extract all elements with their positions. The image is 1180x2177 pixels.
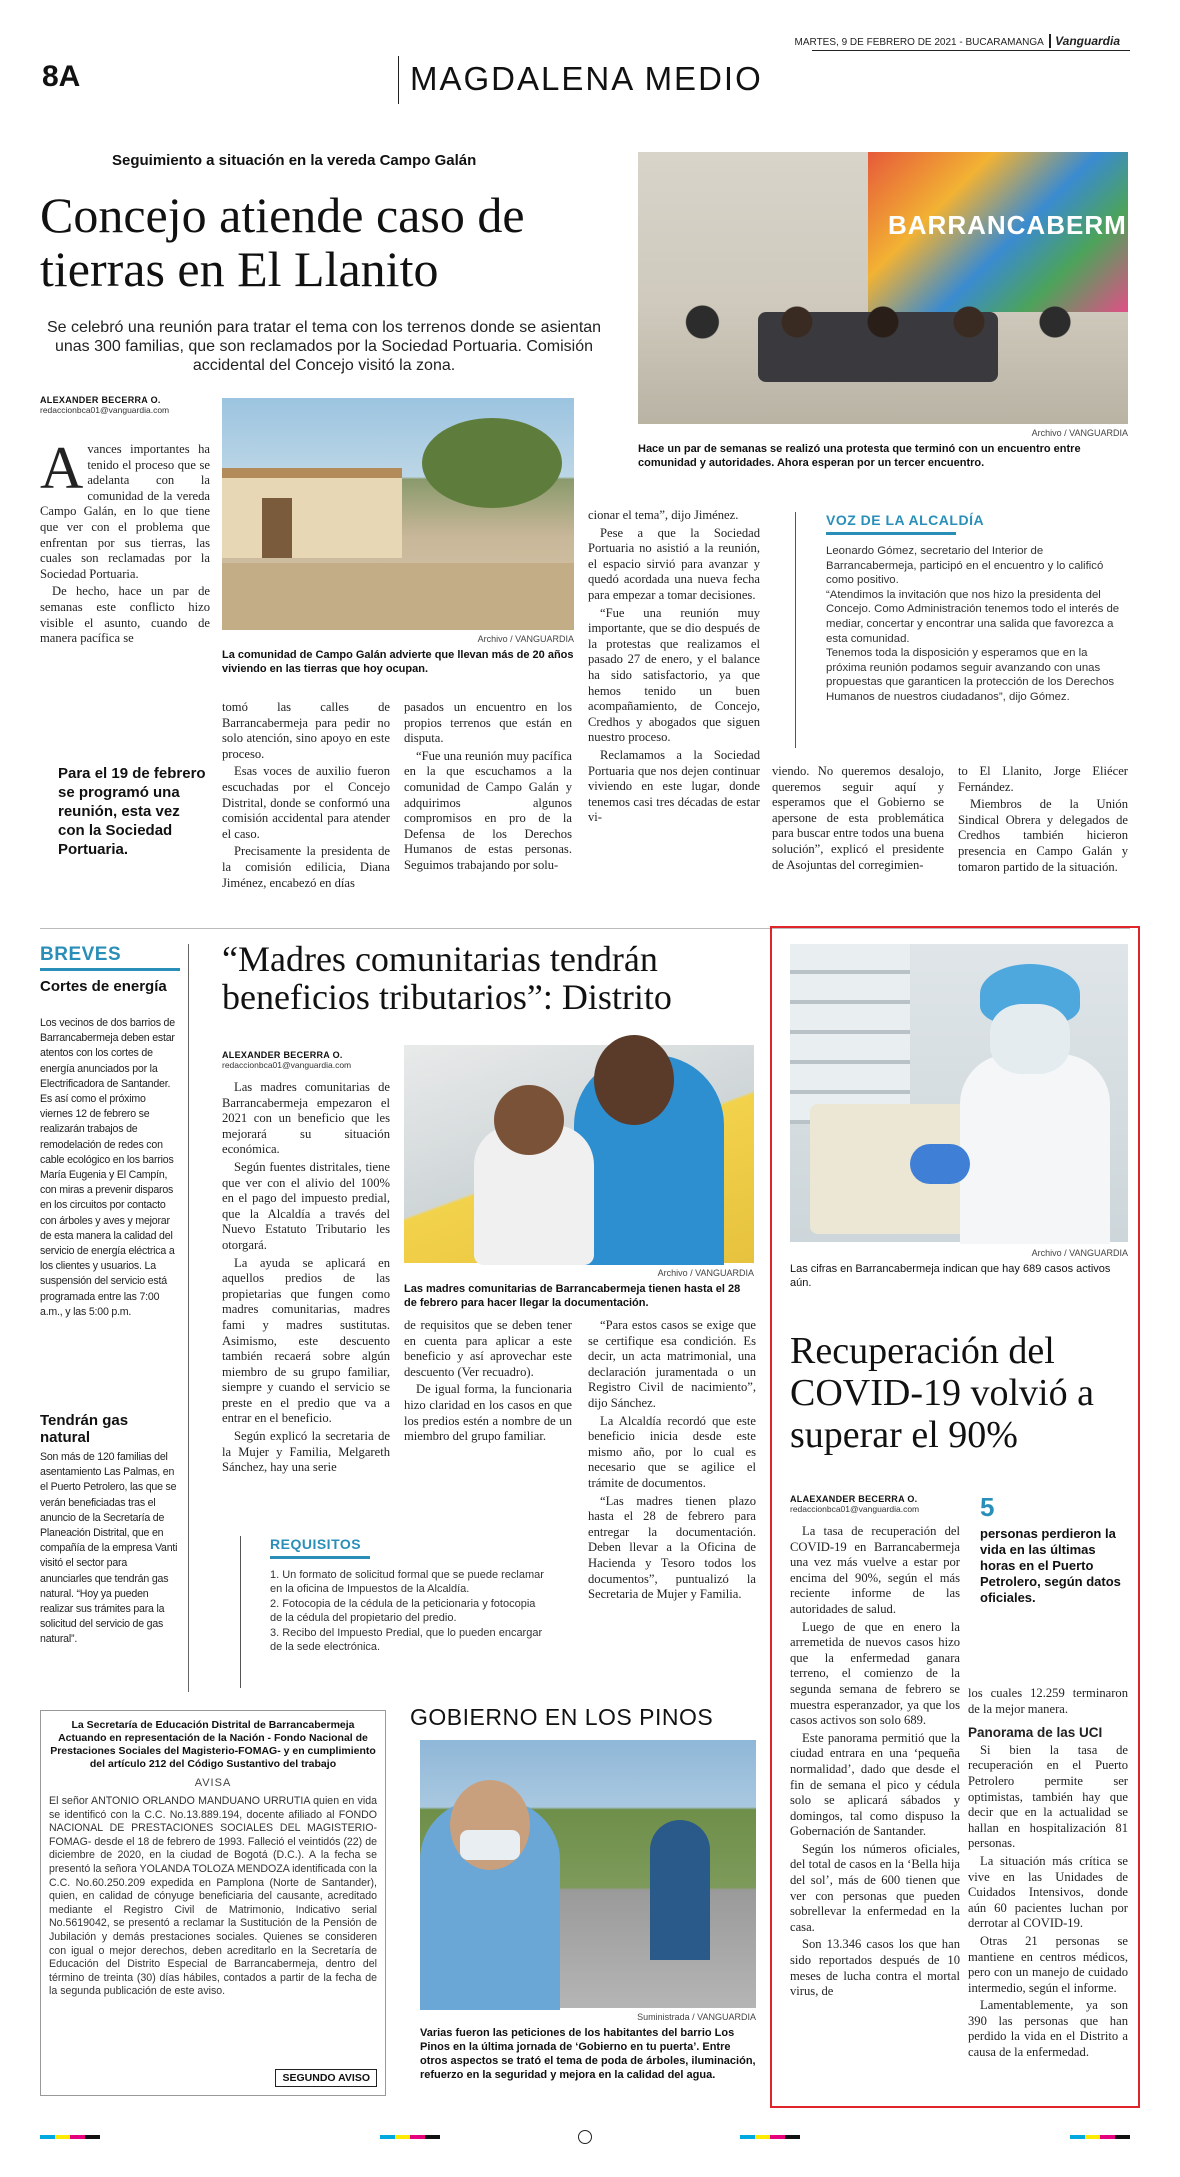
story2-email: redaccionbca01@vanguardia.com bbox=[222, 1060, 352, 1070]
req-list bbox=[270, 1568, 550, 1654]
story2-photo bbox=[404, 1045, 754, 1263]
glove-shape bbox=[910, 1144, 970, 1184]
s2c3-p3: “Las madres tienen plazo hasta el 28 de febrero para entregar la documentación. Deben llevar a la Oficina de Hacienda y Tesoro todos los documentos”, puntualizó la Secretaria de Mujer y Familia. bbox=[588, 1493, 756, 1602]
story1-kicker: Seguimiento a situación en la vereda Campo Galán bbox=[112, 152, 477, 169]
covid-email: redaccionbca01@vanguardia.com bbox=[790, 1504, 920, 1514]
colC-p4: Reclamamos a la Sociedad Portuaria que nos dejen continuar viviendo en este lugar, donde tenemos casi tres décadas de estar vi- bbox=[588, 747, 760, 825]
breves-title: BREVES bbox=[40, 944, 122, 965]
story1-headline: Concejo atiende caso de tierras en El Llanito bbox=[40, 187, 525, 297]
breves-item1-text: Los vecinos de dos barrios de Barrancabermeja deben estar atentos con los cortes de energía anunciados por la Electrificadora de Santander. Es así como el próximo viernes 12 de febrero se realizarán trabajos de remodelación de redes con cable ecológico en los barrios María Eugenia y El Campín, con miras a prevenir disparos en los circuitos por contacto con árboles y aves y mejorar de esta manera la calidad del servicio de energía eléctrica a los clientes y usuarios. La suspensión del servicio está programada entre las 7:00 a.m., y las 5:00 p.m. bbox=[40, 1017, 175, 1318]
speaker-shape bbox=[650, 1820, 710, 1960]
covid-c1-p3: Este panorama permitió que la ciudad entrara en una ‘pequeña normalidad’, dado que desde el fin de semana el pico y cédula solo se aplicará sábados y domingos, tal como dispuso la Gobernación de Santander. bbox=[790, 1730, 960, 1839]
story1-photo2-credit: Archivo / VANGUARDIA bbox=[1031, 428, 1128, 438]
s2c1-p3: La ayuda se aplicará en aquellos predios de las propietarias que fungen como madres comunitarias, madres fami y madres sustitutas. Asimismo, este descuento también recaerá sobre algún miembro de su grupo familiar, siempre y cuando el servicio se preste en el predio que va a entrar en el beneficio. bbox=[222, 1255, 390, 1426]
aviso-badge: SEGUNDO AVISO bbox=[275, 2069, 377, 2087]
voz-title: VOZ DE LA ALCALDÍA bbox=[826, 512, 985, 528]
story1-colB bbox=[404, 700, 572, 876]
req-underline bbox=[270, 1556, 370, 1559]
aviso-body: El señor ANTONIO ORLANDO MANDUANO URRUTIA quien en vida se identificó con la C.C. No.13.889.194, docente afiliado al FONDO NACIONAL DE PRESTACIONES SOCIALES DEL MAGISTERIO- FOMAG- desde el 18 de febrero de 1993. Falleció el veintidós (22) de diciembre de 2020, en la ciudad de Bogotá (D.C.). A la fecha se presentó la señora YOLANDA TOLOZA MENDOZA identificada con la C.C. No.60.250.209 expedida en Pamplona (Norte de Santander), quien, en calidad de cónyuge beneficiaria del causante, acreditado mediante el Registro Civil de Matrimonio, Indicativo serial No.5619042, se presentó a reclamar la Sustitución de la Pensión de Jubilación y demás prestaciones sociales. Quienes se consideren con igual o mejor derechos, deben acreditarlo en la Secretaría de Educación del Distrito Especial de Barrancabermeja, dentro del término de treinta (30) días hábiles, contados a partir de la fecha de la segunda publicación de este aviso. bbox=[49, 1795, 377, 1998]
story1-photo1-caption: La comunidad de Campo Galán advierte que llevan más de 20 años viviendo en las tierras que hoy ocupan. bbox=[222, 649, 574, 675]
story1-photo2 bbox=[638, 152, 1180, 424]
colD-p1: viendo. No queremos desalojo, queremos seguir aquí y esperamos que el Gobierno se apersone de esta problemática para buscar entre todos una buena solución”, explicó el presidente de Asojuntas del corregimien- bbox=[772, 764, 944, 872]
drop-cap: A bbox=[40, 435, 84, 501]
colC-p2: Pese a que la Sociedad Portuaria no asistió a la reunión, el espacio sirvió para avanzar y quedó acordada una nueva fecha para empezar a tomar decisiones. bbox=[588, 525, 760, 602]
story1-author: ALEXANDER BECERRA O. bbox=[40, 395, 161, 405]
color-swatch bbox=[40, 2135, 100, 2139]
story2-author: ALEXANDER BECERRA O. bbox=[222, 1050, 343, 1060]
req-rule bbox=[240, 1536, 241, 1688]
story2-col2 bbox=[404, 1318, 572, 1447]
masthead-rule bbox=[812, 50, 1130, 51]
story1-colA bbox=[222, 700, 390, 893]
s2c1-p1: Las madres comunitarias de Barrancabermeja empezaron el 2021 con un beneficio que les mejorará su situación económica. bbox=[222, 1080, 390, 1157]
story1-photo1-credit: Archivo / VANGUARDIA bbox=[477, 634, 574, 644]
uci-subtitle: Panorama de las UCI bbox=[968, 1725, 1103, 1741]
tree-shape bbox=[422, 418, 562, 508]
pinos-photo bbox=[420, 1740, 756, 2008]
section-title: MAGDALENA MEDIO bbox=[410, 60, 763, 97]
aviso-header: La Secretaría de Educación Distrital de Barrancabermeja Actuando en representación de la Nación - Fondo Nacional de Prestaciones Sociales del Magisterio-FOMAG- y en cumplimiento del artículo 212 del Código Sustantivo del trabajo bbox=[50, 1719, 376, 1770]
covid-c2-p1: Si bien la tasa de recuperación en el Puerto Petrolero permite ser optimistas, también hay que decir que en la actualidad se hallan en hospitalización 81 personas. bbox=[968, 1742, 1128, 1851]
masthead-divider bbox=[398, 56, 399, 104]
covid-c2-lead: los cuales 12.259 terminaron de la mejor manera. bbox=[968, 1686, 1128, 1716]
story2-photo-caption: Las madres comunitarias de Barrancabermeja tienen hasta el 28 de febrero para hacer llegar la documentación. bbox=[404, 1283, 741, 1309]
breves-item1-title: Cortes de energía bbox=[40, 978, 167, 995]
voz-p3: Tenemos toda la disposición y esperamos que en la próxima reunión podamos seguir avanzando con unas propuestas que garanticen la protección de los Derechos Humanos de nuestros ciudadanos”, dijo Gómez. bbox=[826, 647, 1115, 703]
story1-email: redaccionbca01@vanguardia.com bbox=[40, 405, 170, 415]
print-color-bar bbox=[40, 2130, 1130, 2144]
dateline-text: MARTES, 9 DE FEBRERO DE 2021 - BUCARAMANGA bbox=[794, 37, 1044, 48]
covid-col1 bbox=[790, 1524, 960, 2002]
aviso-label: AVISA bbox=[194, 1777, 232, 1789]
colC-p1: cionar el tema”, dijo Jiménez. bbox=[588, 508, 739, 522]
covid-c2-p4: Lamentablemente, ya son 390 las personas que han perdido la vida en el Distrito a causa de la enfermedad. bbox=[968, 1998, 1128, 2060]
breves-item2-title: Tendrán gas natural bbox=[40, 1412, 129, 1446]
colE-p2: Miembros de la Unión Sindical Obrera y delegados de Credhos también hicieron presencia en Campo Galán y tomaron partido de la situación. bbox=[958, 797, 1128, 874]
story1-subhead: Se celebró una reunión para tratar el tema con los terrenos donde se asientan unas 300 familias, que son reclamados por la Sociedad Portuaria. Comisión accidental del Concejo visitó la zona. bbox=[46, 319, 602, 374]
s2c2-p2: De igual forma, la funcionaria hizo claridad en los casos en que los predios estén a nombre de un miembro del grupo familiar. bbox=[404, 1382, 572, 1444]
covid-c2-p2: La situación más crítica se vive en las Unidades de Cuidados Intensivos, donde aún 60 pacientes luchan por derrotar al COVID-19. bbox=[968, 1853, 1128, 1931]
story1-byline bbox=[40, 395, 169, 415]
covid-byline bbox=[790, 1494, 919, 1514]
brand-name: Vanguardia bbox=[1049, 34, 1120, 48]
covid-c2-p3: Otras 21 personas se mantiene en centros médicos, pero con un manejo de cuidado intermedio, según el informe. bbox=[968, 1933, 1128, 1995]
story2-byline bbox=[222, 1050, 351, 1070]
ground-shape bbox=[222, 563, 574, 630]
s2c2-p1: de requisitos que se deben tener en cuenta para aplicar a este beneficio y así aprovechar este descuento (Ver recuadro). bbox=[404, 1318, 572, 1379]
s2c1-p4: Según explicó la secretaria de la Mujer y Familia, Melgareth Sánchez, hay una serie bbox=[222, 1429, 390, 1475]
colA-p3: Precisamente la presidenta de la comisión edilicia, Diana Jiménez, encabezó en días bbox=[222, 844, 390, 890]
colB-p2: “Fue una reunión muy pacífica en la que escuchamos a la comunidad de Campo Galán y adquirimos algunos compromisos en pro de la Defensa de los Derechos Humanos de estas personas. Seguimos trabajando por solu- bbox=[404, 748, 572, 872]
covid-photo-caption: Las cifras en Barrancabermeja indican que hay 689 casos activos aún. bbox=[790, 1263, 1111, 1289]
color-swatch bbox=[740, 2135, 800, 2139]
req-item-2: 2. Fotocopia de la cédula de la peticionaria y fotocopia de la cédula del propietario del predio. bbox=[270, 1597, 536, 1625]
child-head bbox=[494, 1085, 564, 1155]
covid-c1-p5: Son 13.346 casos los que han sido reportados después de 10 meses de lucha contra el mortal virus, de bbox=[790, 1937, 960, 1999]
req-title: REQUISITOS bbox=[270, 1536, 362, 1552]
color-swatch bbox=[1070, 2135, 1130, 2139]
covid-c1-p1: La tasa de recuperación del COVID-19 en Barrancabermeja una vez más vuelve a estar por encima del 90%, según el más reciente informe de las autoridades de salud. bbox=[790, 1524, 960, 1616]
covid-c1-p2: Luego de que en enero la arremetida de nuevos casos hizo que la enfermedad ganara terreno, el comienzo de la segunda semana de febrero se muestra esperanzador, ya que los casos activos son solo 689. bbox=[790, 1619, 960, 1728]
woman-head bbox=[594, 1035, 674, 1125]
s2c3-p1: “Para estos casos se exige que se certifique esa condición. Es decir, un acta matrimonial, una declaración juramentada o un Registro Civil de nacimiento”, dijo Sánchez. bbox=[588, 1318, 756, 1410]
s2c1-p2: Según fuentes distritales, tiene que ver con el alivio del 100% en el pago del impuesto predial, que la Alcaldía a través del Nuevo Estatuto Tributario les otorgará. bbox=[222, 1159, 390, 1252]
colB-p1: pasados un encuentro en los propios terrenos que están en disputa. bbox=[404, 700, 572, 746]
story1-pullquote: Para el 19 de febrero se programó una reunión, esta vez con la Sociedad Portuaria. bbox=[58, 765, 206, 858]
voz-p2: “Atendimos la invitación que nos hizo la presidenta del Concejo. Como Administración tenemos todo el interés de mediar, concertar y encontrar una salida que favorezca a esta comunidad. bbox=[826, 588, 1120, 645]
story1-col1-text2: De hecho, hace un par de semanas este conflicto hizo visible el asunto, cuando de manera pacífica se bbox=[40, 584, 210, 646]
story1-col1 bbox=[40, 435, 210, 649]
pinos-credit: Suministrada / VANGUARDIA bbox=[637, 2012, 756, 2022]
story1-colD bbox=[772, 764, 944, 875]
req-item-3: 3. Recibo del Impuesto Predial, que lo pueden encargar de la sede electrónica. bbox=[270, 1626, 543, 1654]
story1-colC bbox=[588, 508, 760, 828]
story1-colE bbox=[958, 764, 1128, 877]
mask-shape bbox=[460, 1830, 520, 1860]
dateline bbox=[790, 34, 1120, 48]
breves-item2-text: Son más de 120 familias del asentamiento Las Palmas, en el Puerto Petrolero, las que se verán beneficiadas tras el anuncio de la Secretaría de Planeación Distrital, que en compañía de la empresa Vanti visitó el sector para anunciarles que tendrán gas natural. “Hoy ya pueden realizar sus trámites para la solicitud del servicio de gas natural”. bbox=[40, 1451, 178, 1646]
voz-text bbox=[826, 544, 1128, 705]
covid-c1-p4: Según los números oficiales, del total de casos en la ‘Bella hija del sol’, más de 600 tienen que ver con personas que pueden sobrellevar la enfermedad en la casa. bbox=[790, 1841, 960, 1934]
story2-col1 bbox=[222, 1080, 390, 1478]
voz-p1: Leonardo Gómez, secretario del Interior de Barrancabermeja, participó en el encuentro y lo calificó como positivo. bbox=[826, 545, 1104, 587]
colE-p1: to El Llanito, Jorge Eliécer Fernández. bbox=[958, 764, 1128, 794]
covid-photo bbox=[790, 944, 1128, 1242]
breves-underline bbox=[40, 968, 180, 971]
story1-photo1 bbox=[222, 398, 574, 630]
covid-col2 bbox=[968, 1686, 1128, 2063]
house-shape bbox=[222, 468, 402, 558]
worker-body bbox=[960, 1054, 1110, 1244]
colC-p3: “Fue una reunión muy importante, que se dio después de la protestas que realizamos el pasado 27 de enero, y el balance ha sido satisfactorio, ya que hemos tenido un buen acompañamiento, de Concejo, Credhos y abogados que siguen nuestro proceso. bbox=[588, 605, 760, 745]
story1-photo2-caption: Hace un par de semanas se realizó una protesta que terminó con un encuentro entre comunidad y autoridades. Ahora esperan por un tercer encuentro. bbox=[638, 443, 1081, 469]
voz-underline bbox=[826, 532, 956, 535]
voz-rule bbox=[795, 512, 796, 748]
story2-headline: “Madres comunitarias tendrán beneficios tributarios”: Distrito bbox=[222, 939, 672, 1017]
mural-sign: BARRANCABERMEJA bbox=[888, 210, 1180, 240]
story2-col3 bbox=[588, 1318, 756, 1605]
pinos-caption: Varias fueron las peticiones de los habitantes del barrio Los Pinos en la última jornada de ‘Gobierno en tu puerta’. Entre otros aspectos se trató el tema de poda de árboles, iluminación, refuerzo en la seguridad y mejora en la calidad del agua. bbox=[420, 2027, 756, 2081]
covid-author: ALAEXANDER BECERRA O. bbox=[790, 1494, 918, 1504]
page-number: 8A bbox=[42, 60, 81, 93]
covid-stat-text: personas perdieron la vida en las últimas horas en el Puerto Petrolero, según datos oficiales. bbox=[980, 1526, 1121, 1605]
covid-photo-credit: Archivo / VANGUARDIA bbox=[1031, 1248, 1128, 1258]
registration-mark-icon bbox=[578, 2130, 592, 2144]
shelf-shape bbox=[790, 944, 910, 1124]
colA-p2: Esas voces de auxilio fueron escuchadas por el Concejo Distrital, donde se conformó una comisión accidental para atender el caso. bbox=[222, 764, 390, 841]
door-shape bbox=[262, 498, 292, 558]
req-item-1: 1. Un formato de solicitud formal que se puede reclamar en la oficina de Impuestos de la Alcaldía. bbox=[270, 1569, 544, 1596]
story2-photo-credit: Archivo / VANGUARDIA bbox=[657, 1268, 754, 1278]
story1-col1-text: vances importantes ha tenido el proceso que se adelanta con la comunidad de la vereda Campo Galán, en lo que tiene que ver con el problema que enfrentan por sus tierras, las cuales son reclamadas por la Sociedad Portuaria. bbox=[40, 442, 210, 581]
people-shape bbox=[668, 292, 1098, 392]
pinos-title: GOBIERNO EN LOS PINOS bbox=[410, 1704, 714, 1730]
color-swatch bbox=[380, 2135, 440, 2139]
covid-stat-number: 5 bbox=[980, 1492, 995, 1522]
colA-p1: tomó las calles de Barrancabermeja para pedir no solo atención, sino apoyo en este proceso. bbox=[222, 700, 390, 761]
aviso-box bbox=[40, 1710, 386, 2096]
worker-face bbox=[990, 1004, 1070, 1074]
covid-headline: Recuperación del COVID-19 volvió a superar el 90% bbox=[790, 1330, 1094, 1456]
s2c3-p2: La Alcaldía recordó que este beneficio inicia desde este mismo año, por lo cual es necesario que se agilice el trámite de documentos. bbox=[588, 1413, 756, 1490]
breves-rule bbox=[188, 944, 189, 1692]
